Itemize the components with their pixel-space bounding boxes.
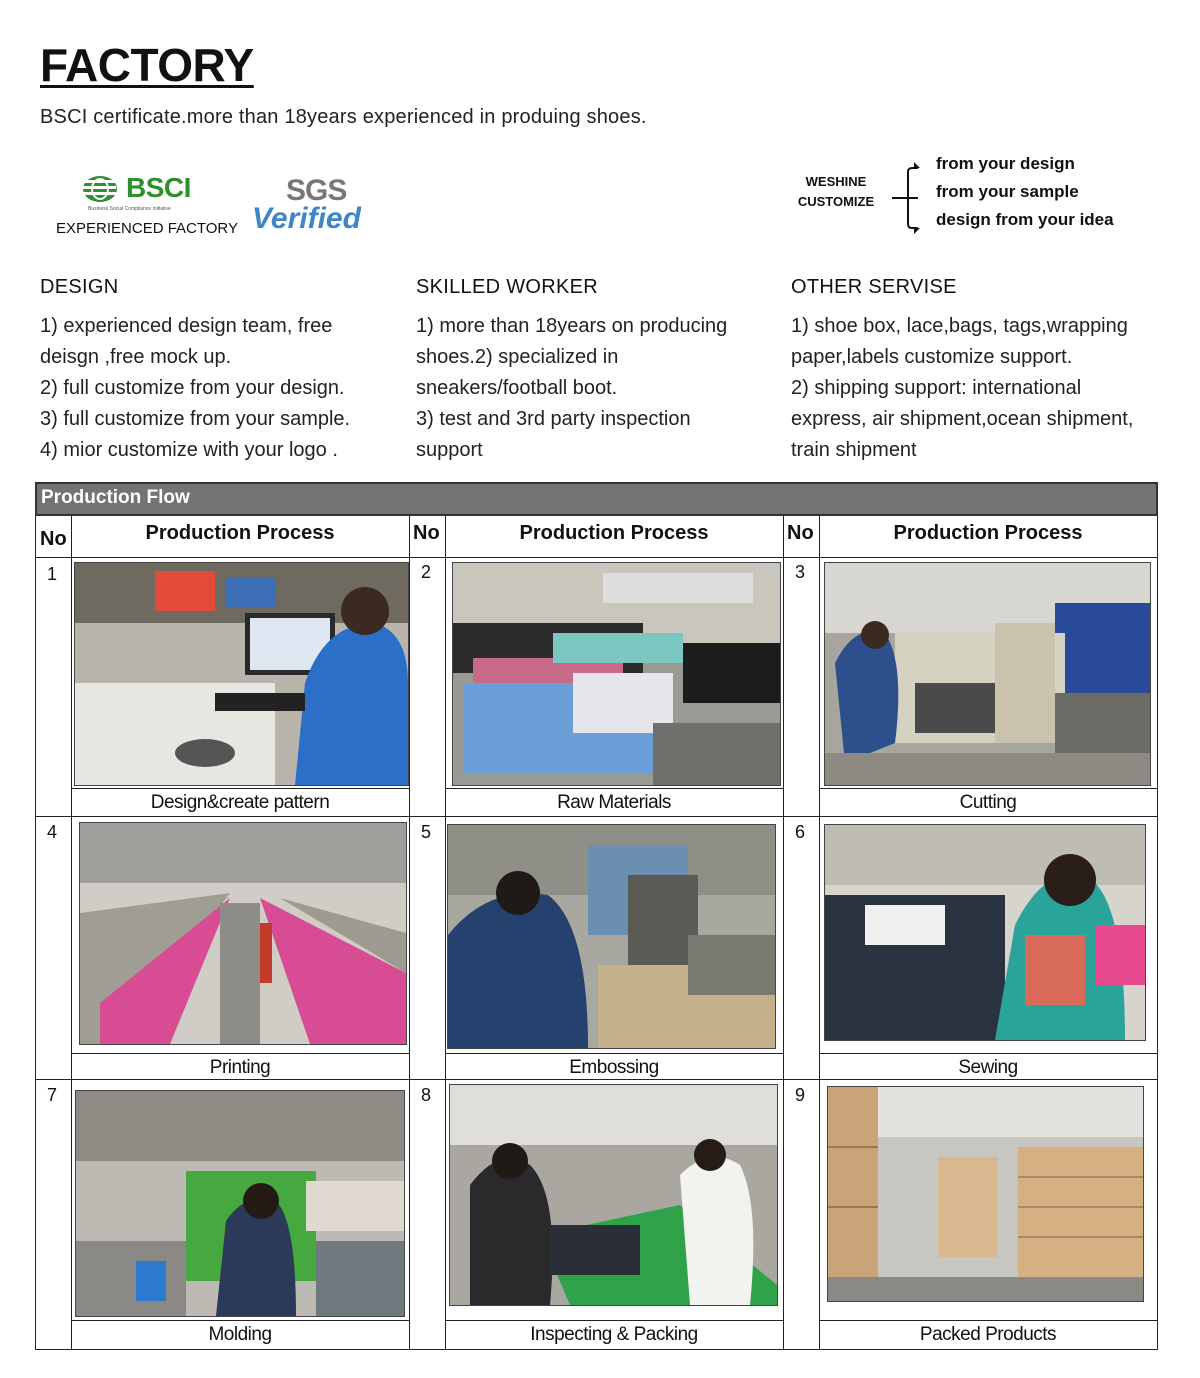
production-flow-table <box>35 482 1158 1350</box>
other-service-column <box>791 276 1161 466</box>
design-column <box>40 276 410 466</box>
step-number: 5 <box>421 822 432 842</box>
header-no: No <box>413 522 440 544</box>
grid-line <box>1157 516 1158 1350</box>
other-service-line: 2) shipping support: international <box>791 377 1082 399</box>
header-process: Production Process <box>893 522 1083 544</box>
grid-line <box>35 516 36 1350</box>
bsci-globe-icon <box>76 174 120 204</box>
grid-line <box>445 1320 783 1321</box>
grid-line <box>71 1053 409 1054</box>
skilled-worker-column <box>416 276 786 466</box>
bsci-tagline: Business Social Compliance Initiative <box>88 206 171 212</box>
sgs-verified-text: Verified <box>252 202 361 235</box>
grid-line <box>71 516 72 1350</box>
step-number: 4 <box>47 822 58 842</box>
step-label: Printing <box>209 1057 271 1078</box>
design-heading: DESIGN <box>40 276 119 298</box>
sgs-logo <box>250 174 370 240</box>
printing-photo <box>79 822 407 1045</box>
grid-line <box>819 788 1157 789</box>
header-process: Production Process <box>519 522 709 544</box>
customize-option-design: from your design <box>936 154 1075 173</box>
cutting-photo <box>824 562 1151 786</box>
bsci-wordmark: BSCI <box>126 172 191 203</box>
grid-line <box>71 788 409 789</box>
embossing-photo <box>447 824 776 1049</box>
boxes-photo <box>827 1086 1144 1302</box>
step-label: Inspecting & Packing <box>530 1324 698 1345</box>
step-number: 3 <box>795 562 806 582</box>
header-process: Production Process <box>145 522 335 544</box>
brace-arrows-icon <box>890 158 930 236</box>
grid-line <box>783 516 784 1350</box>
step-label: Design&create pattern <box>150 792 330 813</box>
other-service-line: express, air shipment,ocean shipment, <box>791 408 1134 430</box>
customize-option-sample: from your sample <box>936 182 1079 201</box>
other-service-line: train shipment <box>791 439 917 461</box>
page-title: FACTORY <box>40 39 254 91</box>
skilled-worker-line: sneakers/football boot. <box>416 377 618 399</box>
grid-line <box>35 816 1158 817</box>
step-number: 8 <box>421 1085 432 1105</box>
header-no: No <box>787 522 814 544</box>
customize-option-idea: design from your idea <box>936 210 1114 229</box>
grid-line <box>35 1079 1158 1080</box>
production-flow-title: Production Flow <box>41 487 190 508</box>
header-no: No <box>40 528 67 550</box>
grid-line <box>35 1349 1158 1350</box>
other-service-heading: OTHER SERVISE <box>791 276 957 298</box>
grid-line <box>71 1320 409 1321</box>
grid-line <box>445 516 446 1350</box>
customize-diagram <box>790 150 1170 240</box>
design-line: 2) full customize from your design. <box>40 377 345 399</box>
step-label: Sewing <box>958 1057 1018 1078</box>
step-label: Embossing <box>569 1057 659 1078</box>
grid-line <box>35 557 1158 558</box>
materials-photo <box>452 562 781 786</box>
sgs-wordmark: SGS <box>286 174 347 207</box>
grid-line <box>409 516 410 1350</box>
other-service-line: paper,labels customize support. <box>791 346 1073 368</box>
bsci-logo <box>56 170 238 240</box>
skilled-worker-line: 1) more than 18years on producing <box>416 315 728 337</box>
step-number: 9 <box>795 1085 806 1105</box>
step-label: Molding <box>208 1324 272 1345</box>
step-number: 1 <box>47 564 58 584</box>
grid-line <box>445 1053 783 1054</box>
skilled-worker-line: shoes.2) specialized in <box>416 346 619 368</box>
designer-photo <box>74 562 409 786</box>
grid-line <box>819 1053 1157 1054</box>
skilled-worker-line: support <box>416 439 483 461</box>
grid-line <box>445 788 783 789</box>
design-line: 3) full customize from your sample. <box>40 408 351 430</box>
bsci-caption: EXPERIENCED FACTORY <box>56 220 238 237</box>
grid-line <box>819 516 820 1350</box>
step-label: Cutting <box>959 792 1017 813</box>
step-label: Packed Products <box>919 1324 1057 1345</box>
skilled-worker-heading: SKILLED WORKER <box>416 276 599 298</box>
packing-photo <box>449 1084 778 1306</box>
design-line: 4) mior customize with your logo . <box>40 439 338 461</box>
page-subtitle: BSCI certificate.more than 18years experienced in produing shoes. <box>40 106 647 128</box>
design-line: 1) experienced design team, free <box>40 315 333 337</box>
step-number: 7 <box>47 1085 58 1105</box>
step-number: 2 <box>421 562 432 582</box>
sewing-photo <box>824 824 1146 1041</box>
skilled-worker-line: 3) test and 3rd party inspection <box>416 408 691 430</box>
molding-photo <box>75 1090 405 1317</box>
step-number: 6 <box>795 822 806 842</box>
other-service-line: 1) shoe box, lace,bags, tags,wrapping <box>791 315 1128 337</box>
grid-line <box>819 1320 1157 1321</box>
design-line: deisgn ,free mock up. <box>40 346 232 368</box>
production-flow-bar <box>35 482 1158 516</box>
customize-label: WESHINE CUSTOMIZE <box>797 174 875 209</box>
step-label: Raw Materials <box>557 792 671 813</box>
